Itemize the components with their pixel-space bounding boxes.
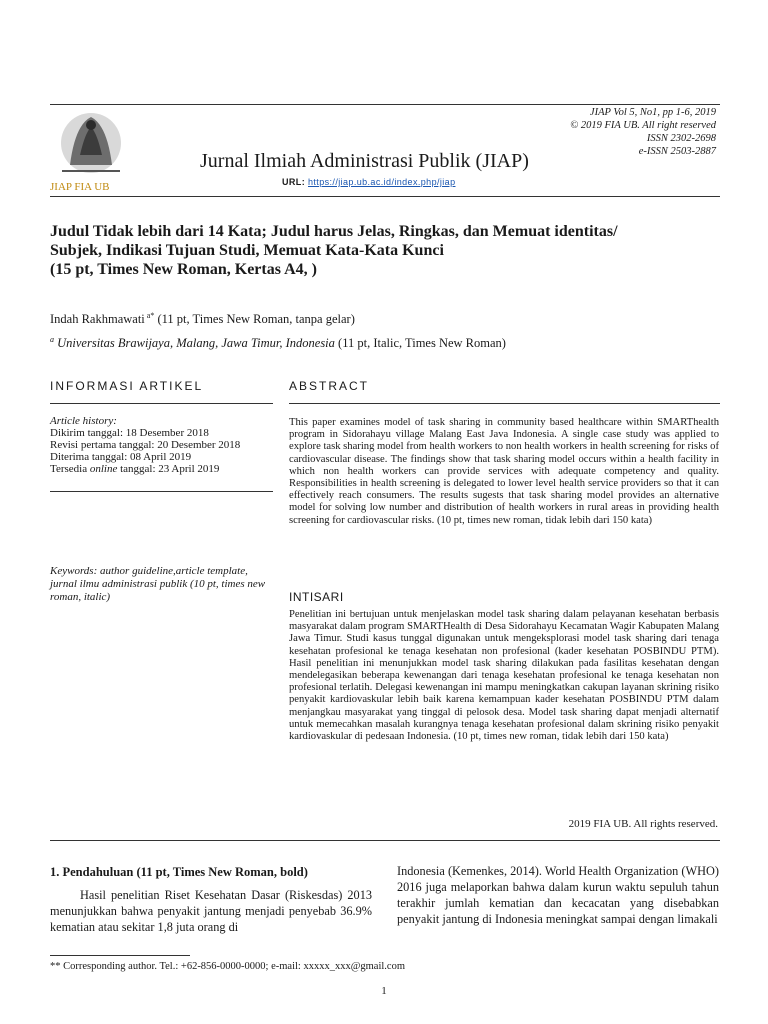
history-text: tanggal: 23 April 2019 — [117, 463, 220, 475]
author-note: (11 pt, Times New Roman, tanpa gelar) — [154, 312, 355, 327]
page-number: 1 — [381, 985, 387, 997]
footnote: ** Corresponding author. Tel.: +62-856-0000-0000; e-mail: xxxxx_xxx@gmail.com — [50, 961, 405, 972]
title-line: Subjek, Indikasi Tujuan Studi, Memuat Kata-Kata Kunci — [50, 242, 444, 259]
history-text: Diterima tanggal: 08 April 2019 — [50, 451, 192, 463]
affiliation-line — [50, 335, 506, 351]
article-info-heading: INFORMASI ARTIKEL — [50, 379, 204, 393]
history-text: Revisi pertama tanggal: 20 Desember 2018 — [50, 439, 241, 451]
url-label: URL: — [282, 177, 308, 187]
affiliation-mark: a — [50, 335, 54, 344]
meta-line: e-ISSN 2503-2887 — [638, 146, 716, 157]
header-bottom-rule — [50, 196, 720, 197]
intisari-text: Penelitian ini bertujuan untuk menjelaskan model task sharing dalam pelayanan kesehatan berbasis masyarakat dalam program SMARTHealth di Desa Sidorahayu Kecamatan Wagir Kabupaten Malang Jawa Timur. Studi kasus tunggal digunakan untuk mengeksplorasi model task sharing dari tenaga kesehatan profesional ke tenaga kesehatan non profesional (kader kesehatan POSBINDU PTM). Hasil penelitian ini menunjukkan model task sharing dilakukan pada fasilitas kesehatan dengan mendelegasikan beberapa kewenangan dari tenaga kesehatan profesional ke tenaga kesehatan non profesional terlatih. Delegasi kewenangan ini mampu meningkatkan cakupan layanan skrining risiko penyakit kardiovaskular lebih baik karena kemampuan kader kesehatan POSBINDU PTM dalam menjangkau masyarakat yang tinggal di pelosok desa. Model task sharing dapat menjadi alternatif untuk memecahkan masalah kurangnya tenaga kesehatan profesional dalam skrining risiko penyakit kardiovaskular di pedesaan Indonesia. (10 pt, times new roman, tidak lebih dari 150 kata) — [289, 609, 719, 743]
meta-line: © 2019 FIA UB. All right reserved — [570, 120, 716, 131]
journal-url — [282, 177, 456, 187]
keywords: Keywords: author guideline,article template, jurnal ilmu administrasi publik (10 pt, times new roman, italic) — [50, 565, 266, 603]
article-history — [50, 415, 240, 475]
history-item — [50, 451, 240, 463]
body-text-right: Indonesia (Kemenkes, 2014). World Health Organization (WHO) 2016 juga melaporkan bahwa dalam kurun waktu sepuluh tahun terakhir jumlah kematian dan kecacatan yang disebabkan penyakit jantung di Indonesia meningkat sampai dengan limakali — [397, 864, 719, 926]
history-label: Article history: — [50, 415, 117, 427]
intisari-heading: INTISARI — [289, 590, 344, 604]
author-name: Indah Rakhmawati — [50, 312, 145, 327]
history-item — [50, 439, 240, 451]
affiliation-note: (11 pt, Italic, Times New Roman) — [334, 336, 506, 351]
journal-meta — [570, 106, 716, 158]
abstract-text: This paper examines model of task sharing in community based healthcare within SMARThealth program in Sidorahayu village Malang East Java Indonesia. A single case study was applied to explore task sharing model from health workers to non health workers in health screening for risks of cardiovascular disease. The findings show that task sharing model occurs within a health facility in which non health workers can provide services with adequate competency and quality. Responsibilities in health screening is delegated to lower level health service providers so that it can effectively reach consumers. The results sugests that task sharing model provides an alternative model for solving low number and distribution of health workers in rural areas in providing health screening for cardiovascular risks. (10 pt, times new roman, tidak lebih dari 150 kata) — [289, 417, 719, 526]
affiliation-name: Universitas Brawijaya, Malang, Jawa Timur, Indonesia — [54, 336, 335, 351]
history-text: Tersedia — [50, 463, 90, 475]
abstract-heading-rule — [289, 403, 720, 404]
history-rule — [50, 491, 273, 492]
history-emphasis: online — [89, 463, 118, 475]
rights-notice: 2019 FIA UB. All rights reserved. — [568, 818, 718, 830]
body-text-left: Hasil penelitian Riset Kesehatan Dasar (Riskesdas) 2013 menunjukkan bahwa penyakit jantung menjadi penyebab 36.9% kematian atau sekitar 1,8 juta orang di — [50, 888, 372, 934]
meta-line: JIAP Vol 5, No1, pp 1-6, 2019 — [589, 107, 716, 118]
rights-rule — [50, 840, 720, 841]
paper-title — [50, 222, 720, 279]
info-heading-rule — [50, 403, 273, 404]
logo-caption: JIAP FIA UB — [50, 181, 110, 193]
title-line: Judul Tidak lebih dari 14 Kata; Judul harus Jelas, Ringkas, dan Memuat identitas/ — [50, 223, 618, 240]
header-top-rule — [50, 104, 720, 105]
author-line — [50, 311, 355, 327]
wayang-logo-icon — [50, 105, 132, 181]
meta-line: ISSN 2302-2698 — [646, 133, 716, 144]
author-marks: a* — [144, 311, 155, 320]
section-heading: 1. Pendahuluan (11 pt, Times New Roman, bold) — [50, 865, 308, 879]
journal-logo — [50, 105, 132, 193]
history-item — [50, 463, 240, 475]
footnote-rule — [50, 955, 190, 956]
title-line: (15 pt, Times New Roman, Kertas A4, ) — [50, 261, 317, 278]
abstract-heading: ABSTRACT — [289, 379, 370, 393]
history-item — [50, 427, 240, 439]
journal-title: Jurnal Ilmiah Administrasi Publik (JIAP) — [200, 150, 529, 172]
history-text: Dikirim tanggal: 18 Desember 2018 — [50, 427, 209, 439]
journal-url-link[interactable]: https://jiap.ub.ac.id/index.php/jiap — [308, 177, 456, 187]
